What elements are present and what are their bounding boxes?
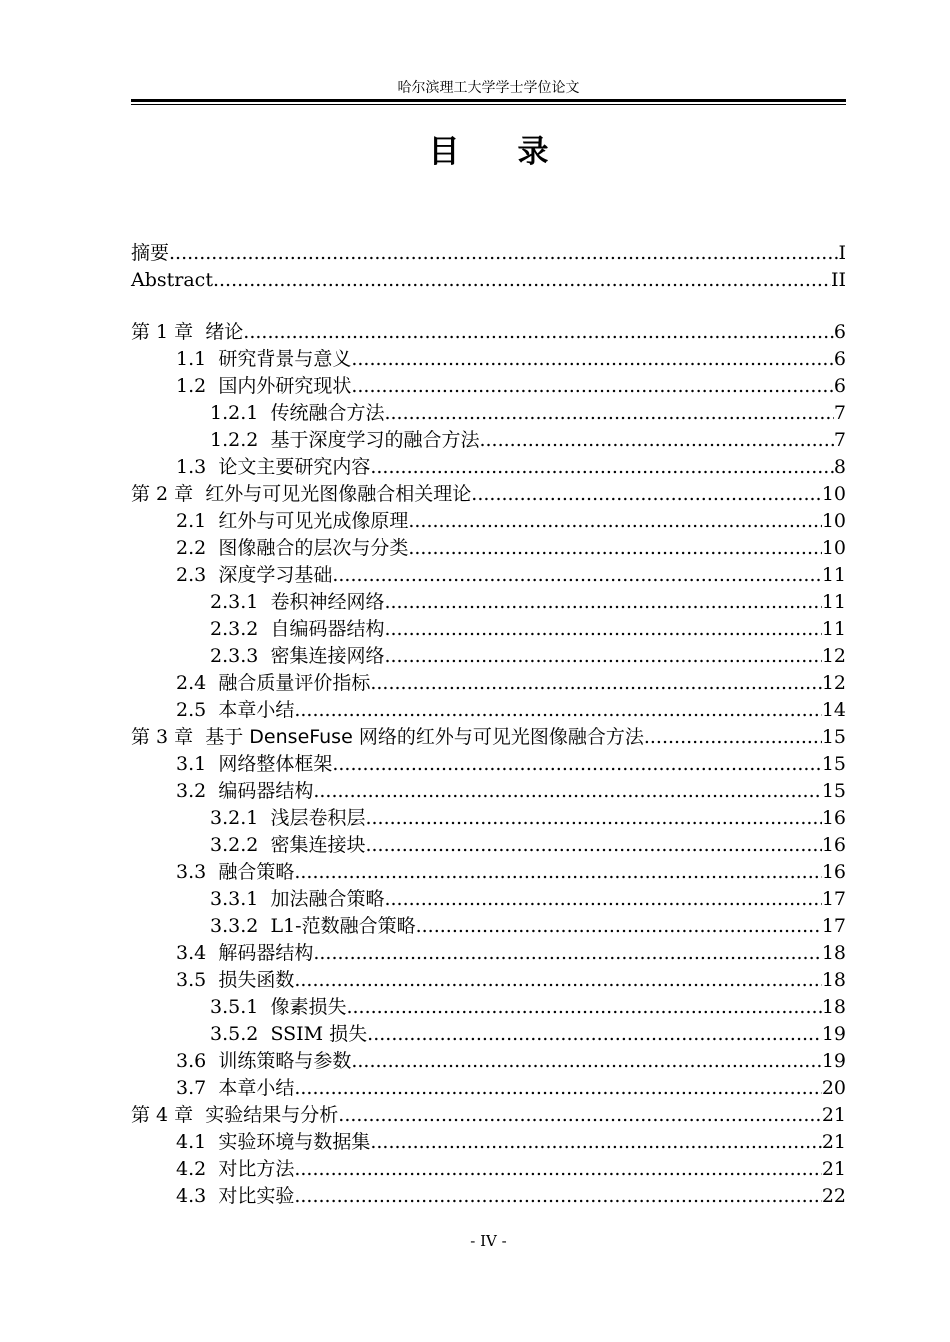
toc-entry[interactable] xyxy=(131,535,846,562)
title-char-right: 录 xyxy=(517,134,549,170)
toc-entry-title: 自编码器结构 xyxy=(270,618,385,640)
toc-entry-number: 3.3.1 xyxy=(210,888,259,910)
toc-entry[interactable] xyxy=(131,346,846,373)
toc-entry-title: Abstract xyxy=(131,269,213,291)
toc-entry-label xyxy=(210,913,416,940)
dot-leader xyxy=(243,319,834,346)
toc-entry-label xyxy=(131,1102,338,1129)
dot-leader xyxy=(346,994,821,1021)
toc-entry-page: 16 xyxy=(821,807,846,829)
toc-entry-page: II xyxy=(830,269,846,291)
toc-entry-page: 10 xyxy=(821,483,846,505)
toc-entry-number: 3.4 xyxy=(176,942,207,964)
toc-entry-label xyxy=(176,1183,294,1210)
dot-leader xyxy=(370,670,821,697)
toc-entry-page: 21 xyxy=(821,1104,846,1126)
toc-entry-number: 2.3.3 xyxy=(210,645,259,667)
toc-entry-title: 密集连接网络 xyxy=(270,645,385,667)
toc-entry-label xyxy=(176,751,332,778)
dot-leader xyxy=(416,913,822,940)
toc-entry-label xyxy=(131,240,169,267)
toc-entry-label xyxy=(210,589,384,616)
toc-entry-number: 第 4 章 xyxy=(131,1104,194,1126)
dot-leader xyxy=(294,859,821,886)
toc-entry-page: 17 xyxy=(821,888,846,910)
toc-entry-title: 实验环境与数据集 xyxy=(218,1131,371,1153)
dot-leader xyxy=(294,1075,821,1102)
toc-entry-title: 基于 DenseFuse 网络的红外与可见光图像融合方法 xyxy=(205,726,644,748)
toc-entry-label xyxy=(131,481,471,508)
toc-entry-number: 2.1 xyxy=(176,510,207,532)
toc-entry-title: 像素损失 xyxy=(270,996,347,1018)
toc-entry-number: 2.2 xyxy=(176,537,207,559)
toc-entry[interactable] xyxy=(131,859,846,886)
toc-entry[interactable] xyxy=(131,400,846,427)
toc-entry-title: 绪论 xyxy=(205,321,244,343)
toc-entry-number: 3.3 xyxy=(176,861,207,883)
dot-leader xyxy=(294,1156,821,1183)
dot-leader xyxy=(384,616,821,643)
toc-entry[interactable] xyxy=(131,267,846,294)
toc-entry-label xyxy=(176,940,313,967)
toc-entry-number: 第 1 章 xyxy=(131,321,194,343)
toc-entry-number: 1.3 xyxy=(176,456,207,478)
toc-entry-number: 2.3.1 xyxy=(210,591,259,613)
toc-entry-number: 第 3 章 xyxy=(131,726,194,748)
dot-leader xyxy=(351,1048,821,1075)
toc-entry-title: 融合质量评价指标 xyxy=(218,672,371,694)
toc-entry-page: 18 xyxy=(821,969,846,991)
toc-entry-page: 15 xyxy=(821,753,846,775)
dot-leader xyxy=(213,267,831,294)
toc-entry-page: 21 xyxy=(821,1131,846,1153)
dot-leader xyxy=(313,940,821,967)
toc-entry-page: 6 xyxy=(833,321,846,343)
dot-leader xyxy=(351,346,834,373)
toc-entry-number: 第 2 章 xyxy=(131,483,194,505)
dot-leader xyxy=(384,643,821,670)
toc-entry-label xyxy=(176,967,294,994)
dot-leader xyxy=(408,535,821,562)
toc-entry-number: 3.5.2 xyxy=(210,1023,259,1045)
toc-entry-number: 1.2 xyxy=(176,375,207,397)
toc-entry-label xyxy=(176,508,408,535)
toc-entry[interactable] xyxy=(131,805,846,832)
toc-entry-label xyxy=(176,1129,370,1156)
toc-entry-title: 融合策略 xyxy=(218,861,295,883)
toc-entry-number: 4.2 xyxy=(176,1158,207,1180)
toc-entry[interactable] xyxy=(131,778,846,805)
toc-entry-page: 17 xyxy=(821,915,846,937)
toc-entry[interactable] xyxy=(131,1021,846,1048)
toc-entry-number: 3.5 xyxy=(176,969,207,991)
toc-entry[interactable] xyxy=(131,751,846,778)
dot-leader xyxy=(294,1183,821,1210)
dot-leader xyxy=(479,427,833,454)
toc-entry-label xyxy=(210,832,365,859)
toc-entry-page: 7 xyxy=(833,429,846,451)
toc-entry-label xyxy=(176,1048,351,1075)
toc-entry-page: 15 xyxy=(821,780,846,802)
toc-entry-label xyxy=(131,319,243,346)
toc-entry-title: 对比方法 xyxy=(218,1158,295,1180)
dot-leader xyxy=(351,373,834,400)
toc-entry[interactable] xyxy=(131,1048,846,1075)
toc-entry-title: L1-范数融合策略 xyxy=(270,915,416,937)
toc-entry[interactable] xyxy=(131,454,846,481)
dot-leader xyxy=(294,697,821,724)
toc-entry-title: 研究背景与意义 xyxy=(218,348,352,370)
dot-leader xyxy=(384,589,821,616)
toc-entry-page: 10 xyxy=(821,537,846,559)
toc-entry-number: 2.4 xyxy=(176,672,207,694)
toc-entry-title: 红外与可见光成像原理 xyxy=(218,510,409,532)
dot-leader xyxy=(644,724,822,751)
dot-leader xyxy=(367,1021,822,1048)
toc-entry-number: 2.3 xyxy=(176,564,207,586)
toc-entry[interactable] xyxy=(131,670,846,697)
running-header: 哈尔滨理工大学学士学位论文 xyxy=(397,80,580,96)
toc-entry-title: 加法融合策略 xyxy=(270,888,385,910)
toc-entry-label xyxy=(210,1021,367,1048)
toc-entry-title: 网络整体框架 xyxy=(218,753,333,775)
toc-entry-label xyxy=(176,1156,294,1183)
dot-leader xyxy=(370,454,834,481)
header-rule-thick xyxy=(131,99,846,102)
dot-leader xyxy=(332,751,821,778)
toc-entry-label xyxy=(176,454,370,481)
dot-leader xyxy=(338,1102,822,1129)
toc-entry-title: 红外与可见光图像融合相关理论 xyxy=(205,483,472,505)
toc-entry-title: 实验结果与分析 xyxy=(205,1104,339,1126)
toc-entry-number: 2.3.2 xyxy=(210,618,259,640)
toc-entry[interactable] xyxy=(131,1129,846,1156)
toc-entry-title: 训练策略与参数 xyxy=(218,1050,352,1072)
dot-leader xyxy=(169,240,838,267)
toc-entry-number: 3.5.1 xyxy=(210,996,259,1018)
toc-entry-title: 卷积神经网络 xyxy=(270,591,385,613)
toc-entry-title: 摘要 xyxy=(131,242,170,264)
toc-entry-page: 16 xyxy=(821,834,846,856)
title-char-left: 目 xyxy=(428,134,460,170)
toc-entry[interactable] xyxy=(131,1156,846,1183)
toc-entry-page: 16 xyxy=(821,861,846,883)
toc-entry-label xyxy=(210,994,346,1021)
toc-entry-page: 11 xyxy=(821,591,846,613)
toc-entry[interactable] xyxy=(131,481,846,508)
toc-entry[interactable] xyxy=(131,589,846,616)
toc-entry-page: 22 xyxy=(821,1185,846,1207)
toc-entry[interactable] xyxy=(131,427,846,454)
toc-entry-page: 12 xyxy=(821,672,846,694)
toc-entry-label xyxy=(176,778,313,805)
toc-entry-title: 图像融合的层次与分类 xyxy=(218,537,409,559)
toc-entry-label xyxy=(210,886,384,913)
toc-entry-page: 6 xyxy=(833,348,846,370)
toc-entry-title: 对比实验 xyxy=(218,1185,295,1207)
toc-entry-page: 7 xyxy=(833,402,846,424)
toc-entry-title: 国内外研究现状 xyxy=(218,375,352,397)
toc-entry[interactable] xyxy=(131,1075,846,1102)
toc-entry-page: 10 xyxy=(821,510,846,532)
toc-entry[interactable] xyxy=(131,940,846,967)
dot-leader xyxy=(471,481,822,508)
toc-entry-number: 3.2 xyxy=(176,780,207,802)
toc-entry-title: 编码器结构 xyxy=(218,780,314,802)
toc-entry-page: 8 xyxy=(833,456,846,478)
toc-entry-number: 4.3 xyxy=(176,1185,207,1207)
toc-entry-title: 本章小结 xyxy=(218,699,295,721)
toc-entry-page: I xyxy=(838,242,846,264)
toc-entry[interactable] xyxy=(131,643,846,670)
toc-entry-label xyxy=(210,805,365,832)
toc-entry[interactable] xyxy=(131,913,846,940)
toc-entry-title: 本章小结 xyxy=(218,1077,295,1099)
toc-entry-label xyxy=(176,697,294,724)
toc-entry-label xyxy=(176,670,370,697)
toc-entry[interactable] xyxy=(131,319,846,346)
toc-entry-page: 21 xyxy=(821,1158,846,1180)
toc-entry-label xyxy=(176,859,294,886)
toc-entry-title: SSIM 损失 xyxy=(270,1023,368,1045)
toc-entry-label xyxy=(210,616,384,643)
toc-entry-title: 损失函数 xyxy=(218,969,295,991)
toc-entry-label xyxy=(176,373,351,400)
toc-entry[interactable] xyxy=(131,562,846,589)
dot-leader xyxy=(384,886,821,913)
toc-entry-page: 12 xyxy=(821,645,846,667)
toc-entry[interactable] xyxy=(131,1183,846,1210)
toc-entry-page: 18 xyxy=(821,942,846,964)
toc-entry[interactable] xyxy=(131,724,846,751)
toc-entry[interactable] xyxy=(131,616,846,643)
dot-leader xyxy=(370,1129,821,1156)
toc-entry-title: 论文主要研究内容 xyxy=(218,456,371,478)
header-rule-thin xyxy=(131,104,846,105)
toc-entry-number: 3.6 xyxy=(176,1050,207,1072)
toc-entry[interactable] xyxy=(131,1102,846,1129)
toc-entry-number: 3.2.2 xyxy=(210,834,259,856)
toc-entry-title: 深度学习基础 xyxy=(218,564,333,586)
toc-entry-number: 1.2.1 xyxy=(210,402,259,424)
toc-entry-page: 14 xyxy=(821,699,846,721)
toc-entry-label xyxy=(176,1075,294,1102)
toc-entry-title: 浅层卷积层 xyxy=(270,807,366,829)
toc-entry-title: 解码器结构 xyxy=(218,942,314,964)
toc-entry-page: 11 xyxy=(821,618,846,640)
toc-entry-page: 15 xyxy=(821,726,846,748)
toc-entry-label xyxy=(176,346,351,373)
toc-entry-label xyxy=(176,562,332,589)
toc-entry[interactable] xyxy=(131,886,846,913)
toc-entry-page: 18 xyxy=(821,996,846,1018)
toc-entry-title: 传统融合方法 xyxy=(270,402,385,424)
toc-entry[interactable] xyxy=(131,240,846,267)
dot-leader xyxy=(313,778,821,805)
toc-entry-title: 密集连接块 xyxy=(270,834,366,856)
toc-entry-label xyxy=(131,267,213,294)
toc-entry-label xyxy=(176,535,408,562)
toc-entry[interactable] xyxy=(131,994,846,1021)
dot-leader xyxy=(332,562,821,589)
toc-entry-number: 1.2.2 xyxy=(210,429,259,451)
toc-entry-number: 2.5 xyxy=(176,699,207,721)
toc-entry-label xyxy=(210,400,384,427)
toc-entry-label xyxy=(210,643,384,670)
toc-entry[interactable] xyxy=(131,967,846,994)
toc-entry-label xyxy=(210,427,479,454)
toc-entry-label xyxy=(131,724,644,751)
dot-leader xyxy=(294,967,821,994)
page-number-footer: - IV - xyxy=(470,1232,507,1250)
toc-entry-number: 1.1 xyxy=(176,348,207,370)
toc-entry[interactable] xyxy=(131,697,846,724)
toc-entry-page: 19 xyxy=(821,1050,846,1072)
dot-leader xyxy=(408,508,821,535)
toc-entry[interactable] xyxy=(131,373,846,400)
toc-entry-page: 20 xyxy=(821,1077,846,1099)
dot-leader xyxy=(384,400,833,427)
toc-entry-number: 3.1 xyxy=(176,753,207,775)
toc-entry[interactable] xyxy=(131,508,846,535)
toc-entry-number: 3.7 xyxy=(176,1077,207,1099)
toc-entry[interactable] xyxy=(131,832,846,859)
toc-entry-number: 3.3.2 xyxy=(210,915,259,937)
toc-entry-page: 11 xyxy=(821,564,846,586)
toc-entry-number: 3.2.1 xyxy=(210,807,259,829)
dot-leader xyxy=(365,805,821,832)
toc-entry-page: 19 xyxy=(821,1023,846,1045)
toc-entry-title: 基于深度学习的融合方法 xyxy=(270,429,480,451)
page-title xyxy=(131,132,846,172)
toc-entry-number: 4.1 xyxy=(176,1131,207,1153)
dot-leader xyxy=(365,832,821,859)
toc-entry-page: 6 xyxy=(833,375,846,397)
